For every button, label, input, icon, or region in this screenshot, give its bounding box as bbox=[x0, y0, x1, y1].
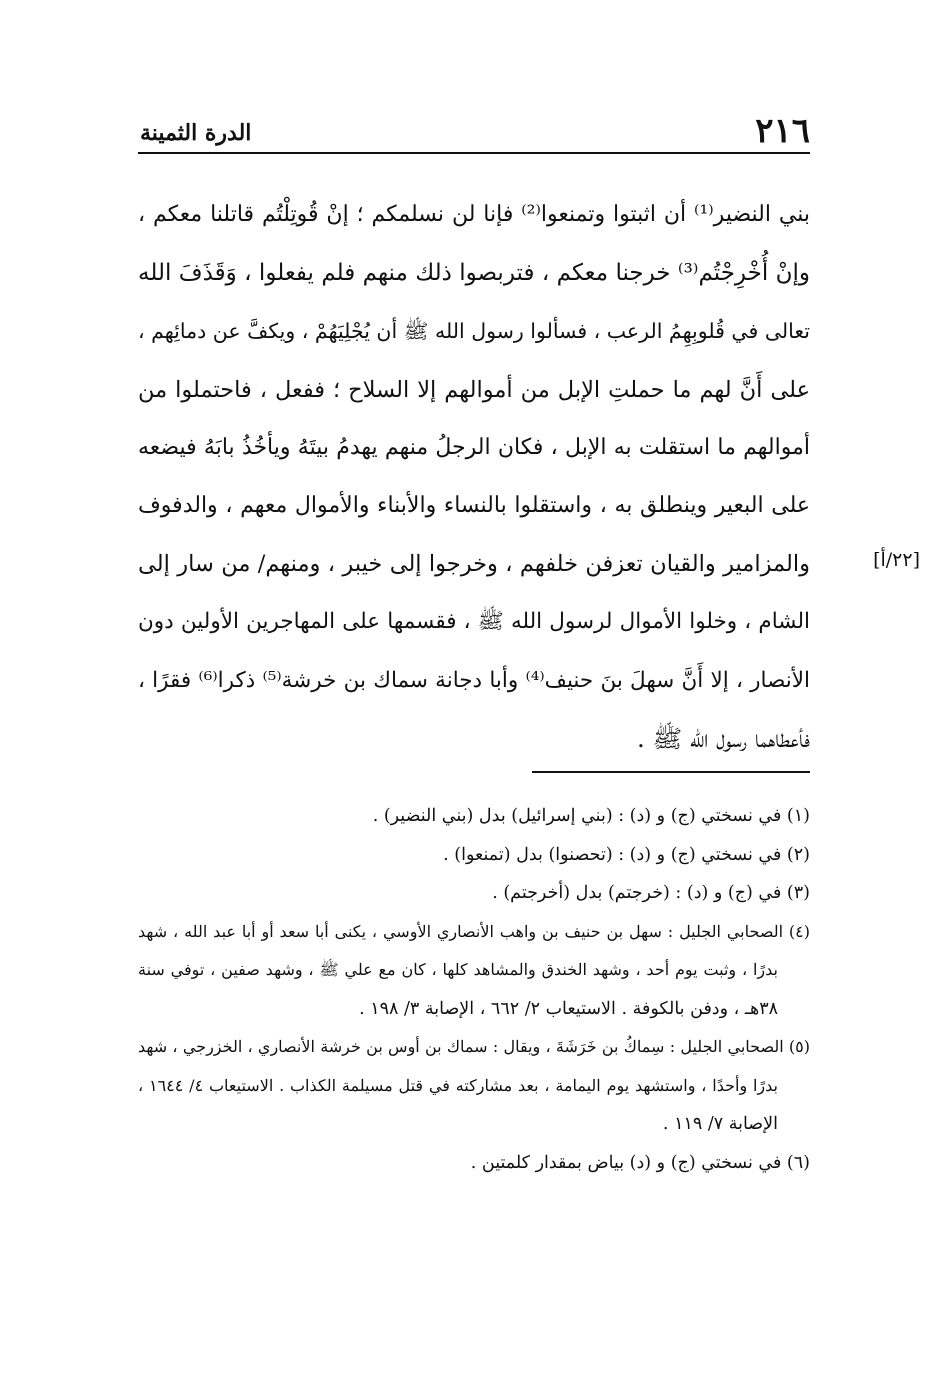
text-line: بني النضير⁽¹⁾ أن اثبتوا وتمنعوا⁽²⁾ فإنا لن نسلمكم ؛ إنْ قُوتِلْتُم قاتلنا معكم ، bbox=[138, 202, 810, 227]
text-line: أموالهم ما استقلت به الإبل ، فكان الرجلُ منهم يهدمُ بيتَهُ ويأخُذُ بابَهُ فيضعه bbox=[138, 434, 810, 460]
footnote-4-continued: ٣٨هـ ، ودفن بالكوفة . الاستيعاب ٢/ ٦٦٢ ، الإصابة ٣/ ١٩٨ . bbox=[359, 998, 778, 1019]
footnote-5: (٥) الصحابي الجليل : سِماكُ بن خَرَشَةَ ، ويقال : سماك بن أوس بن خرشة الأنصاري ، الخزرجي ، شهد bbox=[138, 1037, 810, 1056]
margin-folio-reference: [٢٢/أ] bbox=[873, 549, 920, 571]
text-line: والمزامير والقيان تعزفن خلفهم ، وخرجوا إلى خيبر ، ومنهم/ من سار إلى bbox=[138, 551, 810, 578]
footnote-4: (٤) الصحابي الجليل : سهل بن حنيف بن واهب الأنصاري الأوسي ، يكنى أبا سعد أو أبا عبد الله ، شهد bbox=[138, 921, 810, 941]
footnote-2: (٢) في نسختي (ج) و (د) : (تحصنوا) بدل (تمنعوا) . bbox=[443, 844, 810, 865]
footnote-5-continued: بدرًا وأحدًا ، واستشهد يوم اليمامة ، بعد مشاركته في قتل مسيلمة الكذاب . الاستيعاب ٤/ ١٦٤٤ ، bbox=[138, 1075, 779, 1095]
text-line: تعالى في قُلوبِهِمُ الرعب ، فسألوا رسول الله ﷺ أن يُجْلِيَهُمْ ، ويكفَّ عن دمائِهم ، bbox=[137, 319, 810, 344]
footnote-6: (٦) في نسختي (ج) و (د) بياض بمقدار كلمتين . bbox=[470, 1152, 810, 1173]
text-line: على أَنَّ لهم ما حملتِ الإبل من أموالهم إلا السلاح ؛ ففعل ، فاحتملوا من bbox=[138, 376, 810, 403]
main-text bbox=[138, 186, 810, 768]
text-line: الشام ، وخلوا الأموال لرسول الله ﷺ ، فقسمها على المهاجرين الأولين دون bbox=[138, 609, 810, 635]
page-header bbox=[138, 110, 810, 158]
footnote-separator bbox=[532, 771, 810, 773]
text-line: وإنْ أُخْرِجْتُم⁽³⁾ خرجنا معكم ، فتربصوا ذلك منهم فلم يفعلوا ، وَقَذَفَ الله bbox=[138, 260, 810, 287]
footnote-4-continued: بدرًا ، وثبت يوم أحد ، وشهد الخندق والمشاهد كلها ، كان مع علي ﷺ ، وشهد صفين ، توفي سنة bbox=[138, 960, 778, 979]
running-title: الدرة الثمينة bbox=[140, 120, 252, 146]
text-line: فأعطاهما رسول الله ﷺ . bbox=[637, 723, 810, 753]
page-number: ٢١٦ bbox=[755, 111, 810, 151]
footnote-1: (١) في نسختي (ج) و (د) : (بني إسرائيل) بدل (بني النضير) . bbox=[372, 806, 810, 826]
header-rule bbox=[138, 152, 810, 154]
footnotes bbox=[138, 797, 810, 1182]
footnote-5-continued: الإصابة ٧/ ١١٩ . bbox=[662, 1114, 778, 1134]
footnote-3: (٣) في (ج) و (د) : (خرجتم) بدل (أخرجتم) . bbox=[492, 883, 810, 903]
text-line: على البعير وينطلق به ، واستقلوا بالنساء والأبناء والأموال معهم ، والدفوف bbox=[138, 492, 810, 518]
text-line: الأنصار ، إلا أَنَّ سهلَ بنَ حنيف⁽⁴⁾ وأبا دجانة سماك بن خرشة⁽⁵⁾ ذكرا⁽⁶⁾ فقرًا ، bbox=[138, 667, 810, 693]
